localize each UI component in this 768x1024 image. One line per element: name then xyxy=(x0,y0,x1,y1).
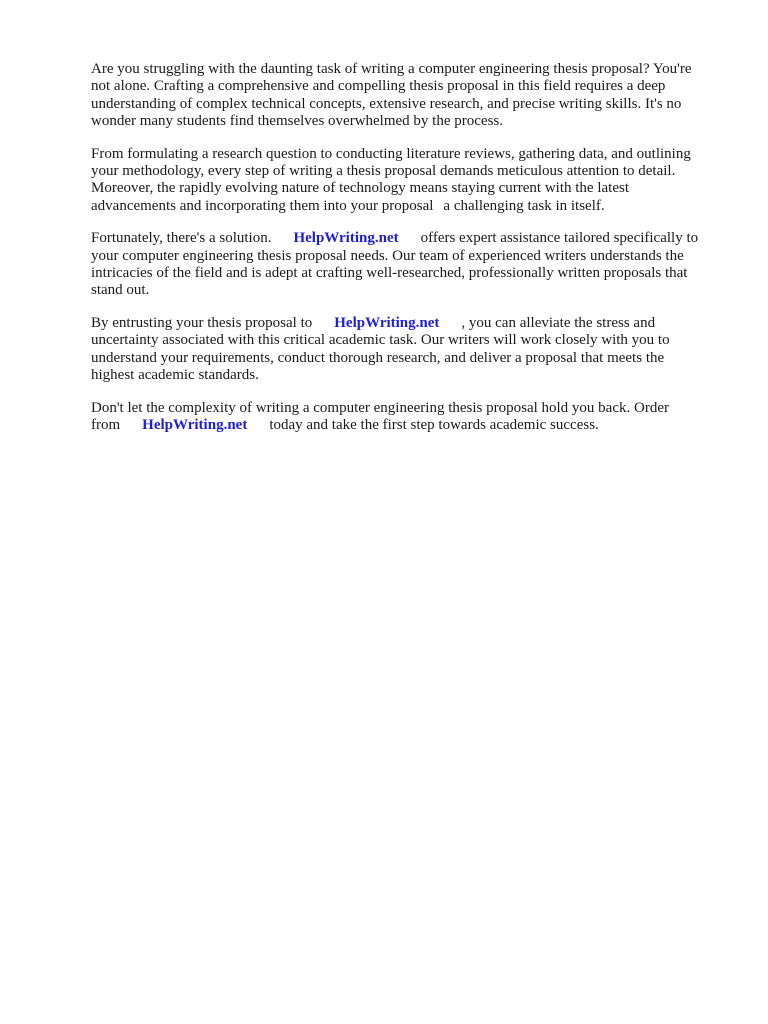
text-line: intricacies of the field and is adept at crafting well-researched, professionally written proposals that xyxy=(91,265,688,282)
text-segment: today and take the first step towards academic success. xyxy=(269,416,599,433)
text-line xyxy=(91,315,731,332)
text-line xyxy=(91,198,731,215)
text-line: Are you struggling with the daunting task of writing a computer engineering thesis proposal? You're xyxy=(91,61,692,77)
document-page xyxy=(91,61,731,449)
text-segment: advancements and incorporating them into your proposal xyxy=(91,197,434,214)
text-line: understanding of complex technical concepts, extensive research, and precise writing skills. It's no xyxy=(91,95,682,112)
text-segment: Fortunately, there's a solution. xyxy=(91,230,272,247)
text-segment: a challenging task in itself. xyxy=(443,197,605,214)
text-line: highest academic standards. xyxy=(91,367,259,384)
text-line xyxy=(91,230,731,247)
paragraph-solution xyxy=(91,230,731,300)
text-line: wonder many students find themselves overwhelmed by the process. xyxy=(91,113,503,130)
text-line: Don't let the complexity of writing a computer engineering thesis proposal hold you back. Order xyxy=(91,399,669,416)
paragraph-call-to-action xyxy=(91,400,731,435)
helpwriting-link[interactable]: HelpWriting.net xyxy=(293,230,399,247)
text-line: uncertainty associated with this critical academic task. Our writers will work closely with you to xyxy=(91,332,670,349)
paragraph-entrusting xyxy=(91,315,731,385)
text-segment: , you can alleviate the stress and xyxy=(461,314,656,331)
text-line: your computer engineering thesis proposal needs. Our team of experienced writers understands the xyxy=(91,247,684,264)
text-line: not alone. Crafting a comprehensive and compelling thesis proposal in this field requires a deep xyxy=(91,78,666,95)
text-line: Moreover, the rapidly evolving nature of technology means staying current with the latest xyxy=(91,180,629,197)
text-line: stand out. xyxy=(91,282,150,299)
paragraph-intro xyxy=(91,61,731,131)
text-line: understand your requirements, conduct thorough research, and deliver a proposal that meets the xyxy=(91,349,665,366)
text-line: From formulating a research question to conducting literature reviews, gathering data, and outlining xyxy=(91,145,691,162)
text-segment: By entrusting your thesis proposal to xyxy=(91,314,313,331)
helpwriting-link[interactable]: HelpWriting.net xyxy=(142,416,248,433)
text-segment: offers expert assistance tailored specifically to xyxy=(420,230,699,247)
text-segment: from xyxy=(91,416,121,433)
paragraph-challenges xyxy=(91,146,731,216)
text-line xyxy=(91,417,731,434)
helpwriting-link[interactable]: HelpWriting.net xyxy=(334,314,440,331)
text-line: your methodology, every step of writing a thesis proposal demands meticulous attention to detail. xyxy=(91,163,676,180)
